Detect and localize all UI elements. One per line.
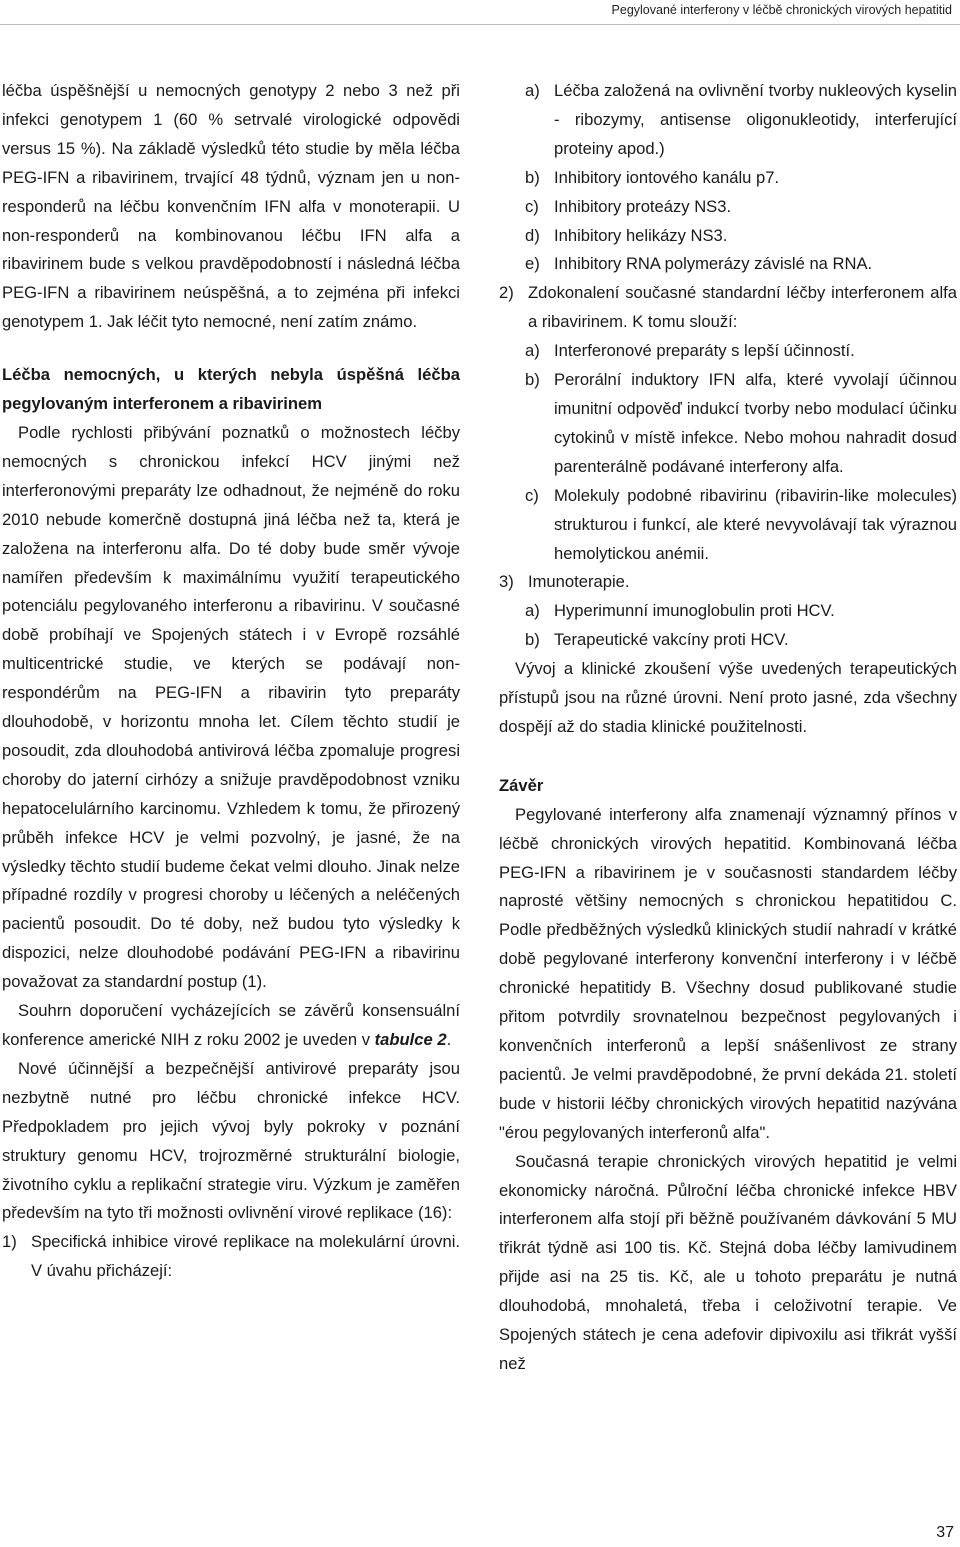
list-item-text: Inhibitory RNA polymerázy závislé na RNA. (554, 254, 873, 274)
list-item-text: Inhibitory helikázy NS3. (554, 225, 728, 245)
list-item-text: Imunoterapie. (528, 572, 630, 592)
list-marker: 2) (499, 283, 514, 303)
list-item (499, 164, 957, 193)
paragraph-future-treatment: Podle rychlosti přibývání poznatků o možnostech léčby nemocných s chronickou infekcí HCV jinými než interferonovými preparáty lze odhadnout, že nejméně do roku 2010 nebude komerčně dostupná jiná léčba než ta, která je založena na interferonu alfa. Do té doby bude směr vývoje namířen především k maximálnímu využití terapeutického potenciálu pegylovaného interferonu a ribavirinu. V současné době probíhají ve Spojených státech i v Evropě rozsáhlé multicentrické studie, ve kterých se podávají non-respondérům na PEG-IFN a ribavirin tyto preparáty dlouhodobě, v horizontu mnoha let. Cílem těchto studií je posoudit, zda dlouhodobá antivirová léčba zpomaluje progresi choroby do jaterní cirhózy a snižuje pravděpodobnost vzniku hepatocelulárního karcinomu. Vzhledem k tomu, že přirozený průběh infekce HCV je velmi pozvolný, je jasné, že na výsledky těchto studií budeme čekat velmi dlouho. Jinak nelze případné rozdíly v progresi choroby u léčených a neléčených pacientů posoudit. Do té doby, než budou tyto výsledky k dispozici, nelze dlouhodobé podávání PEG-IFN a ribavirinu považovat za standardní postup (1). (2, 422, 460, 992)
list-marker: a) (525, 601, 540, 621)
list-marker: b) (525, 167, 540, 187)
list-item-3 (499, 568, 957, 597)
paragraph-economics: Současná terapie chronických virových hepatitid je velmi ekonomicky náročná. Půlroční léčba chronické infekce HBV interferonem alfa stojí při běžně používaném dávkování 5 MU třikrát týdně asi 100 tis. Kč. Stejná doba léčby lamivudinem přijde asi na 25 tis. Kč, ale u tohoto preparátu je nutná dlouhodobá, mnohaletá, třeba i celoživotní terapie. Ve Spojených státech je cena adefovir dipivoxilu asi třikrát vyšší než (499, 1151, 957, 1373)
nih-summary-text: Souhrn doporučení vycházejících se závěrů konsensuální konference americké NIH z roku 2002 je uveden v (2, 1001, 460, 1049)
list-marker: d) (525, 225, 540, 245)
list-item (499, 482, 957, 569)
paragraph-genotype-results: léčba úspěšnější u nemocných genotypy 2 nebo 3 než při infekci genotypem 1 (60 % setrvalé virologické odpovědi versus 15 %). Na základě výsledků této studie by měla léčba PEG-IFN a ribavirinem, trvající 48 týdnů, význam jen u non-responderů na léčbu konvenčním IFN alfa v monoterapii. U non-responderů na kombinovanou léčbu IFN alfa a ribavirinem bude s velkou pravděpodobností i následná léčba PEG-IFN a ribavirinem neúspěšná, a to zejména při infekci genotypem 1. Jak léčit tyto nemocné, není zatím známo. (2, 81, 460, 332)
list-item (499, 366, 957, 482)
list-item-2 (499, 279, 957, 337)
list-item-text: Molekuly podobné ribavirinu (ribavirin-like molecules) strukturou i funkcí, ale které nevyvolávají tak výraznou hemolytickou anémii. (554, 485, 957, 563)
list-item-1 (2, 1228, 460, 1286)
paragraph-development-status: Vývoj a klinické zkoušení výše uvedených terapeutických přístupů jsou na různé úrovni. Není proto jasné, zda všechny dospějí až do stadia klinické použitelnosti. (499, 659, 957, 736)
list-item-text: Zdokonalení současné standardní léčby interferonem alfa a ribavirinem. K tomu slouží: (528, 283, 957, 332)
list-marker: 1) (2, 1232, 17, 1252)
header-divider (0, 24, 960, 25)
table-reference-link[interactable]: tabulce 2 (374, 1030, 447, 1049)
list-item-text: Léčba založená na ovlivnění tvorby nukleových kyselin - ribozymy, antisense oligonukleotidy, interferující proteiny apod.) (554, 81, 957, 158)
list-marker: c) (525, 196, 539, 216)
list-marker: a) (525, 341, 540, 361)
paragraph-nih-summary (2, 997, 460, 1055)
list-item (499, 597, 957, 626)
list-marker: b) (525, 370, 540, 390)
list-marker: 3) (499, 572, 514, 592)
list-item-text: Inhibitory proteázy NS3. (554, 196, 732, 216)
list-marker: e) (525, 254, 540, 274)
section-heading-conclusion: Závěr (499, 775, 544, 795)
list-item-text: Interferonové preparáty s lepší účinností. (554, 341, 855, 361)
list-marker: c) (525, 485, 539, 505)
list-item-text: Inhibitory iontového kanálu p7. (554, 167, 780, 187)
page-number: 37 (936, 1524, 954, 1541)
right-column (499, 77, 957, 1379)
list-item (499, 77, 957, 164)
list-item-text: Hyperimunní imunoglobulin proti HCV. (554, 601, 835, 621)
list-item (499, 250, 957, 279)
list-marker: b) (525, 630, 540, 650)
running-header: Pegylované interferony v léčbě chronických virových hepatitid (611, 3, 952, 17)
list-item (499, 193, 957, 222)
list-item (499, 337, 957, 366)
list-item-text: Perorální induktory IFN alfa, které vyvolají účinnou imunitní odpověď indukcí tvorby nebo modulací účinku cytokinů v místě infekce. Nebo mohou nahradit dosud parenterálně podávané interferony alfa. (554, 370, 957, 476)
paragraph-conclusion: Pegylované interferony alfa znamenají významný přínos v léčbě chronických virových hepatitid. Kombinovaná léčba PEG-IFN a ribavirinem je v současnosti standardem léčby naprosté většiny nemocných s chronickou hepatitidou C. Podle předběžných výsledků klinických studií nahradí v krátké době pegylované interferony konvenční interferony i v léčbě chronické hepatitidy B. Všechny dosud publikované studie přitom potvrdily srovnatelnou bezpečnost pegylovaných i konvenčních interferonů a lepší snášenlivost ze strany pacientů. Je velmi pravděpodobné, že první dekáda 21. století bude v historii léčby chronických virových hepatitid nazývána "érou pegylovaných interferonů alfa". (499, 804, 957, 1142)
list-marker: a) (525, 81, 540, 100)
list-item (499, 222, 957, 251)
list-item-text: Terapeutické vakcíny proti HCV. (554, 630, 789, 650)
list-item (499, 626, 957, 655)
list-item-text: Specifická inhibice virové replikace na molekulární úrovni. V úvahu přicházejí: (31, 1232, 460, 1281)
section-heading-failed-treatment: Léčba nemocných, u kterých nebyla úspěšná léčba pegylovaným interferonem a ribavirinem (2, 365, 460, 414)
nih-summary-end: . (446, 1030, 452, 1049)
paragraph-new-antivirals: Nové účinnější a bezpečnější antivirové preparáty jsou nezbytně nutné pro léčbu chronické infekce HCV. Předpokladem pro jejich vývoj byly pokroky v poznání struktury genomu HCV, trojrozměrné strukturální biologie, životního cyklu a replikační strategie viru. Výzkum je zaměřen především na tyto tři možnosti ovlivnění virové replikace (16): (2, 1058, 460, 1223)
left-column (2, 77, 460, 1286)
